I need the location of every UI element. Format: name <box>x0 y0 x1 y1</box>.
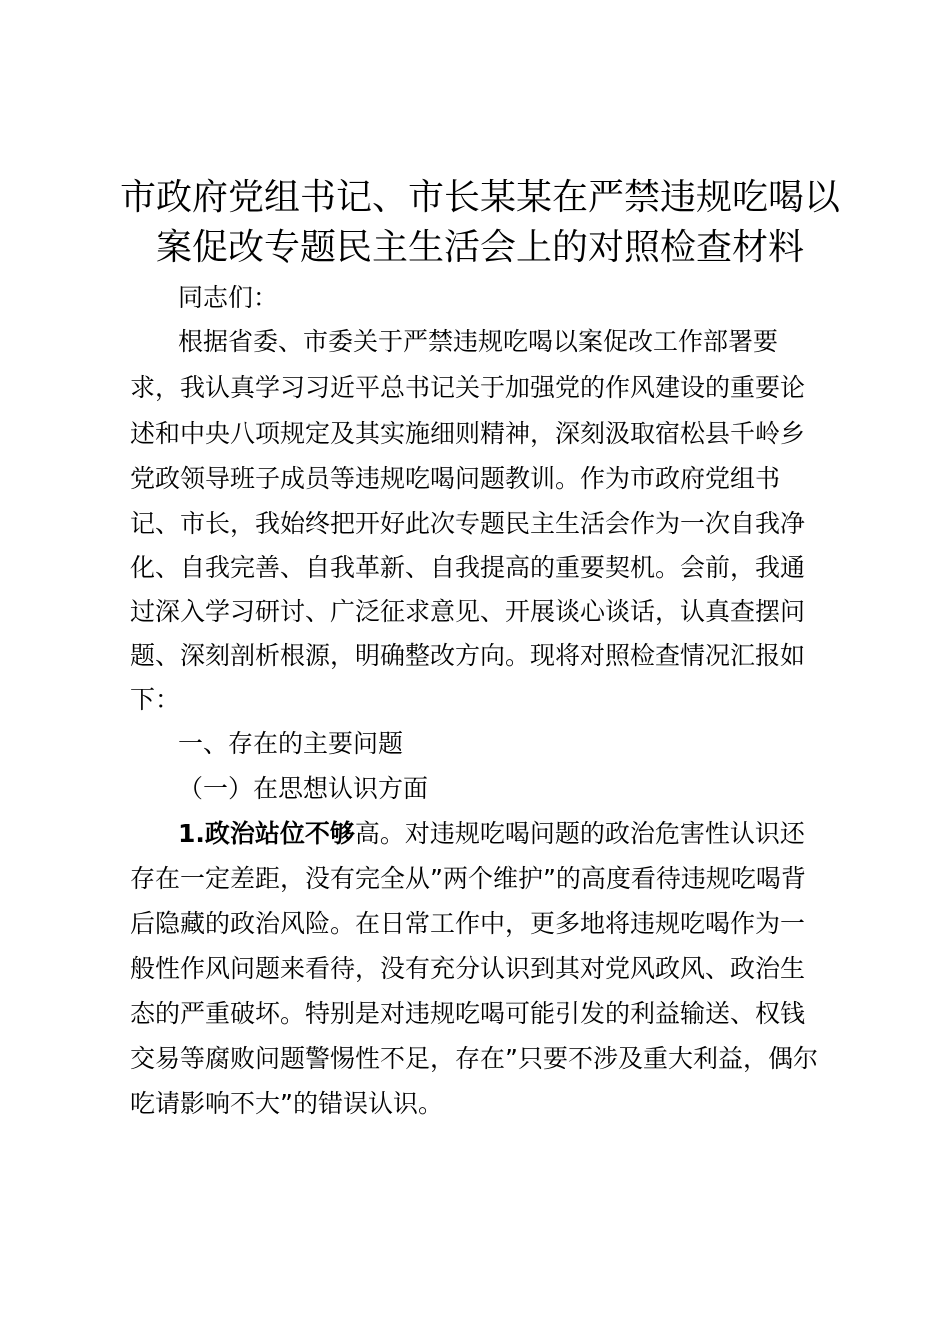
point-1-line-1 <box>178 812 805 856</box>
intro-line-5: 记、市长，我始终把开好此次专题民主生活会作为一次自我净 <box>130 509 806 538</box>
subsection-heading: （一）在思想认识方面 <box>178 774 429 803</box>
point-1-line-4: 般性作风问题来看待，没有充分认识到其对党风政风、政治生 <box>130 954 806 983</box>
intro-line-1: 根据省委、市委关于严禁违规吃喝以案促改工作部署要 <box>178 327 779 356</box>
intro-line-3: 述和中央八项规定及其实施细则精神，深刻汲取宿松县千岭乡 <box>130 419 806 448</box>
point-1-line-6: 交易等腐败问题警惕性不足，存在”只要不涉及重大利益，偶尔 <box>130 1044 818 1073</box>
point-1-line-7: 吃请影响不大”的错误认识。 <box>130 1089 443 1118</box>
document-title-line-2: 案促改专题民主生活会上的对照检查材料 <box>155 227 804 268</box>
point-1-text: 高。对违规吃喝问题的政治危害性认识还 <box>354 819 805 848</box>
intro-line-8: 题、深刻剖析根源，明确整改方向。现将对照检查情况汇报如 <box>130 641 806 670</box>
intro-line-4: 党政领导班子成员等违规吃喝问题教训。作为市政府党组书 <box>130 464 781 493</box>
document-title-line-1: 市政府党组书记、市长某某在严禁违规吃喝以 <box>119 177 840 218</box>
point-1-line-5: 态的严重破坏。特别是对违规吃喝可能引发的利益输送、权钱 <box>130 999 806 1028</box>
intro-line-6: 化、自我完善、自我革新、自我提高的重要契机。会前，我通 <box>130 553 806 582</box>
intro-line-7: 过深入学习研讨、广泛征求意见、开展谈心谈话，认真查摆问 <box>130 597 806 626</box>
point-1-line-2: 存在一定差距，没有完全从”两个维护”的高度看待违规吃喝背 <box>130 864 806 893</box>
salutation: 同志们： <box>178 283 279 312</box>
section-heading: 一、存在的主要问题 <box>178 729 404 758</box>
point-1-heading: 1.政治站位不够 <box>178 819 355 848</box>
point-1-line-3: 后隐藏的政治风险。在日常工作中，更多地将违规吃喝作为一 <box>130 909 806 938</box>
intro-line-2: 求，我认真学习习近平总书记关于加强党的作风建设的重要论 <box>130 373 806 402</box>
intro-line-9: 下： <box>130 685 181 714</box>
